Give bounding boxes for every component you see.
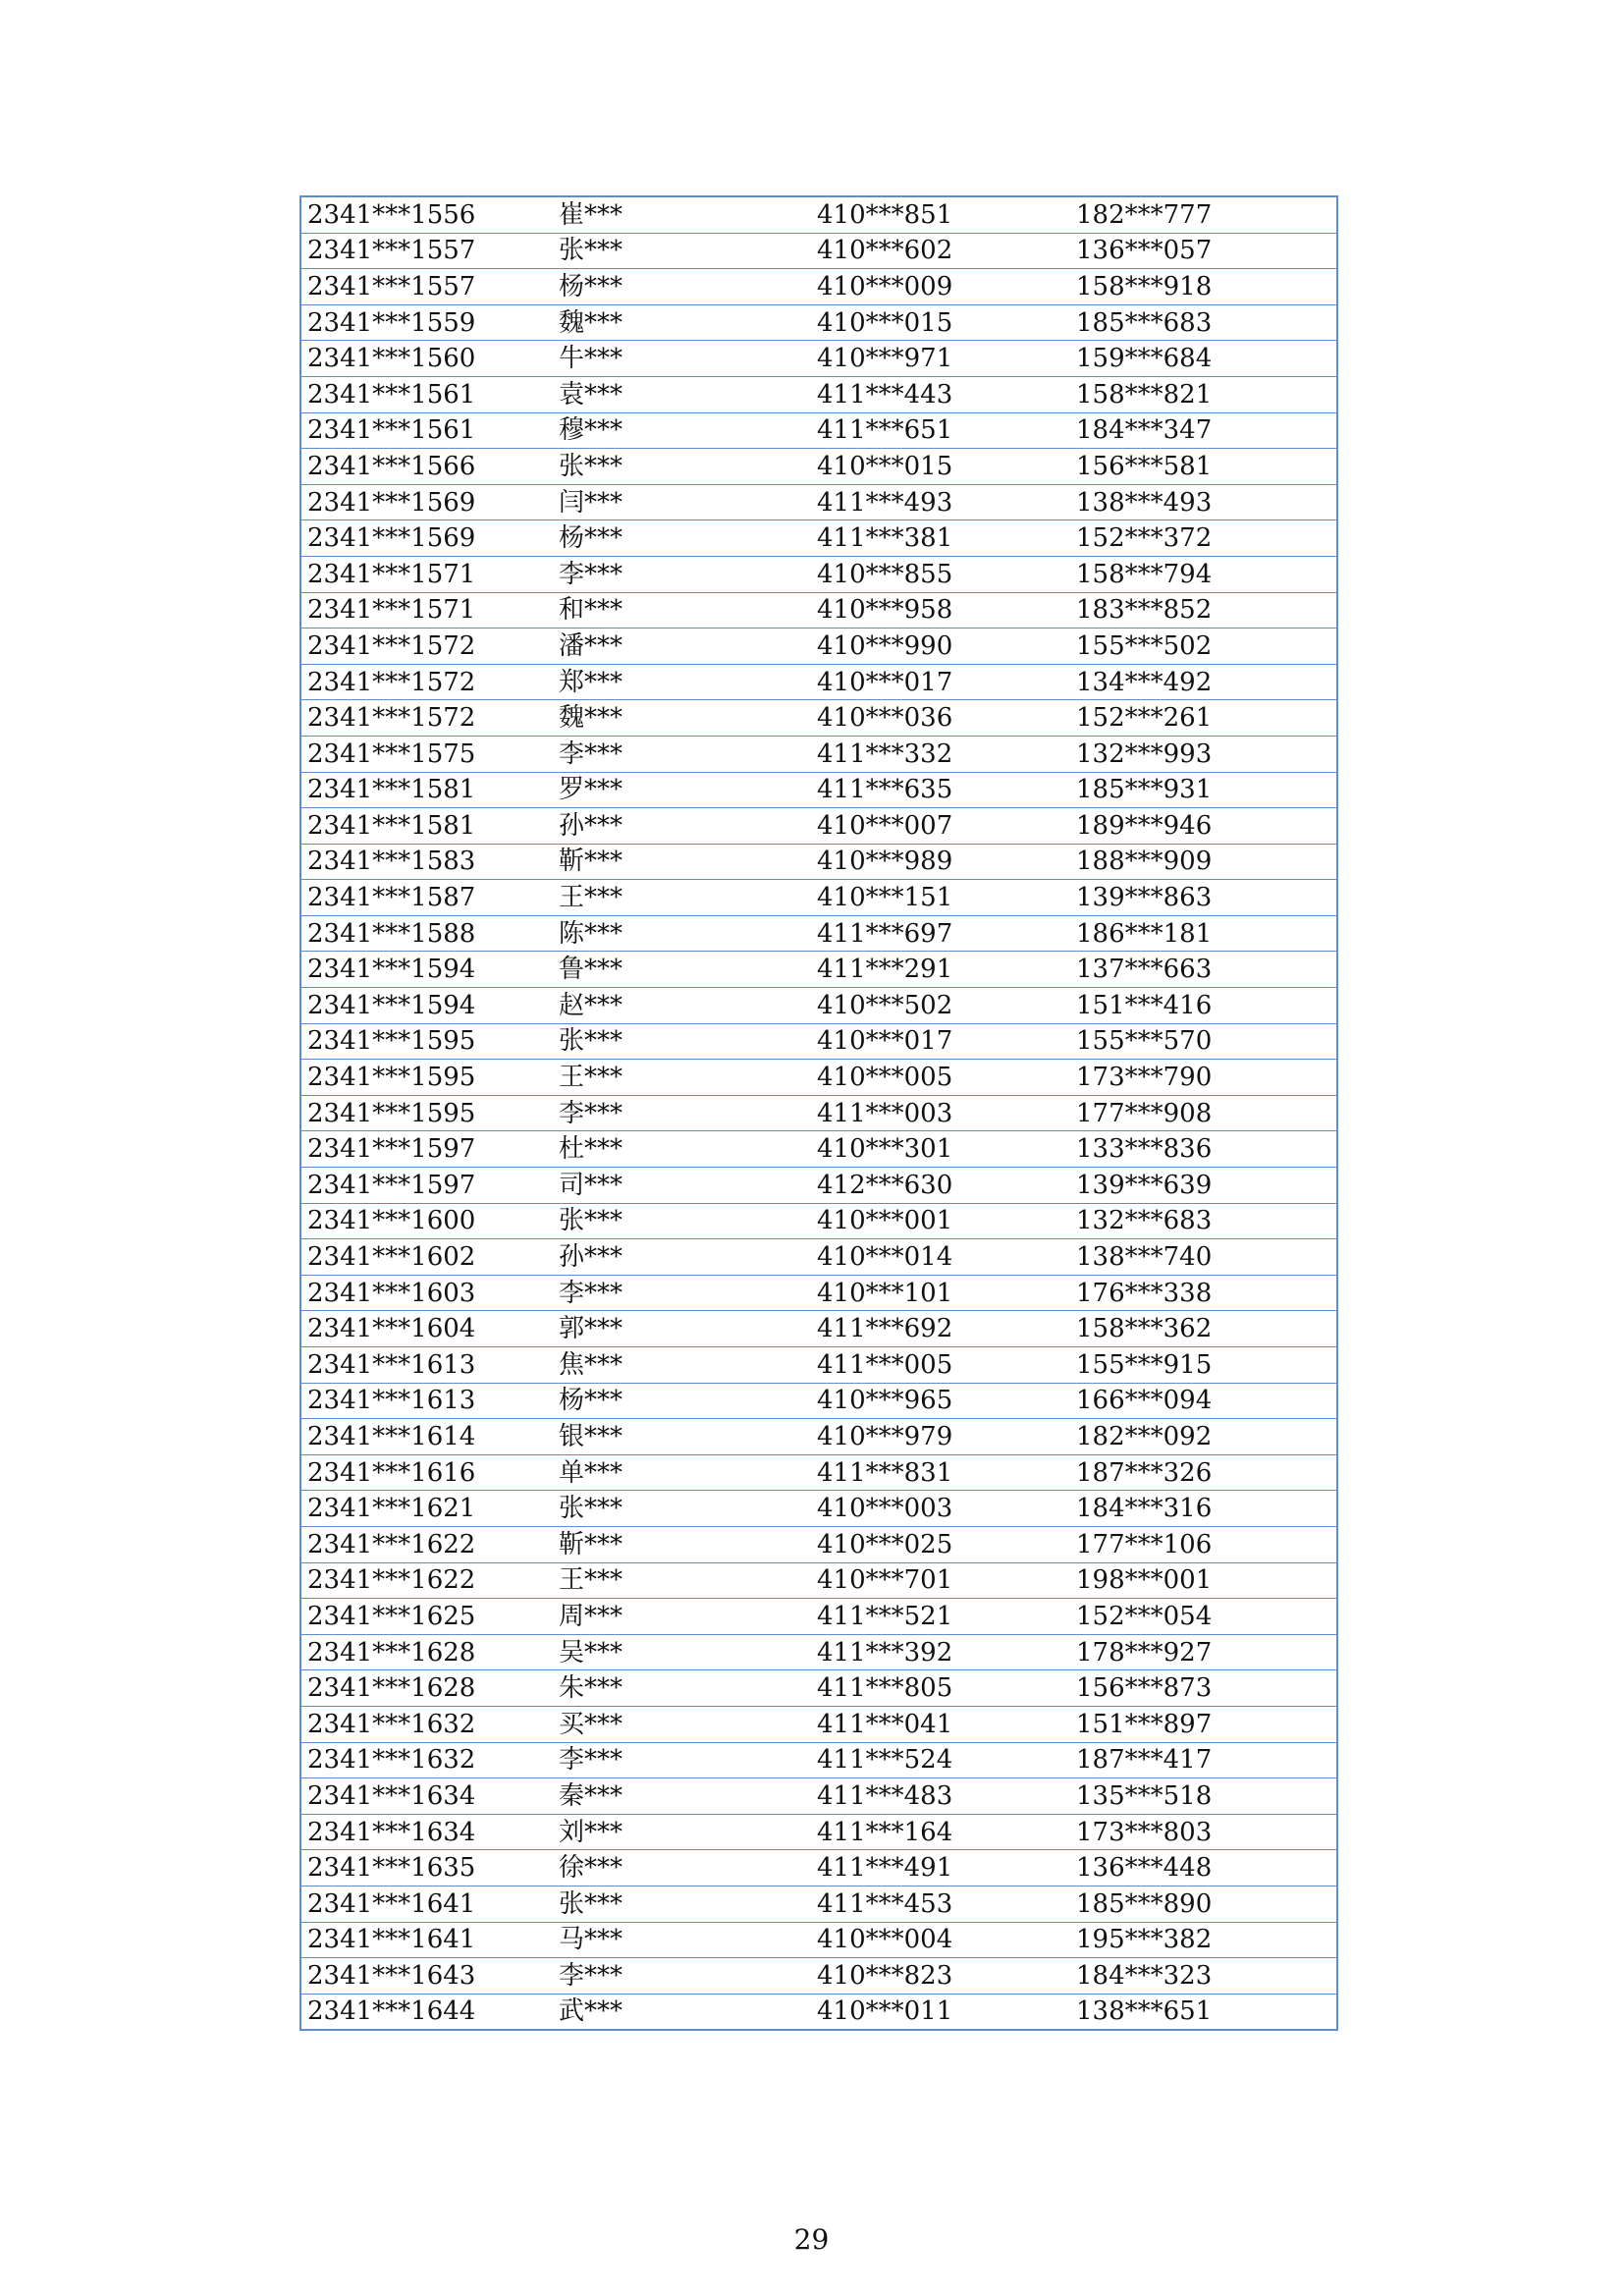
- phone-cell: 182***777: [1076, 196, 1337, 233]
- id-number-cell: 410***014: [817, 1239, 1076, 1276]
- id-number-cell: 410***958: [817, 592, 1076, 629]
- name-cell: 张***: [559, 1491, 817, 1527]
- table-row: [300, 629, 1337, 665]
- exam-number-cell: 2341***1621: [300, 1491, 559, 1527]
- name-cell: 张***: [559, 1203, 817, 1239]
- phone-cell: 151***897: [1076, 1706, 1337, 1742]
- exam-number-cell: 2341***1560: [300, 341, 559, 377]
- name-cell: 王***: [559, 1562, 817, 1599]
- exam-number-cell: 2341***1561: [300, 376, 559, 412]
- exam-number-cell: 2341***1613: [300, 1383, 559, 1419]
- id-number-cell: 411***697: [817, 915, 1076, 952]
- name-cell: 李***: [559, 556, 817, 592]
- id-number-cell: 410***965: [817, 1383, 1076, 1419]
- id-number-cell: 410***025: [817, 1526, 1076, 1562]
- id-number-cell: 410***989: [817, 844, 1076, 880]
- exam-number-cell: 2341***1583: [300, 844, 559, 880]
- table-row: [300, 1994, 1337, 2030]
- phone-cell: 184***323: [1076, 1958, 1337, 1995]
- id-number-cell: 411***831: [817, 1454, 1076, 1491]
- table-row: [300, 808, 1337, 845]
- table-row: [300, 1599, 1337, 1635]
- exam-number-cell: 2341***1594: [300, 988, 559, 1024]
- name-cell: 靳***: [559, 1526, 817, 1562]
- id-number-cell: 411***521: [817, 1599, 1076, 1635]
- id-number-cell: 410***004: [817, 1922, 1076, 1958]
- name-cell: 穆***: [559, 412, 817, 449]
- table-row: [300, 1742, 1337, 1778]
- table-row: [300, 269, 1337, 305]
- id-number-cell: 410***979: [817, 1419, 1076, 1455]
- id-number-cell: 411***041: [817, 1706, 1076, 1742]
- phone-cell: 139***863: [1076, 880, 1337, 916]
- phone-cell: 173***790: [1076, 1060, 1337, 1096]
- phone-cell: 183***852: [1076, 592, 1337, 629]
- table-row: [300, 1670, 1337, 1707]
- table-row: [300, 592, 1337, 629]
- id-number-cell: 410***101: [817, 1275, 1076, 1311]
- phone-cell: 155***502: [1076, 629, 1337, 665]
- exam-number-cell: 2341***1556: [300, 196, 559, 233]
- table-row: [300, 1491, 1337, 1527]
- phone-cell: 152***372: [1076, 520, 1337, 557]
- phone-cell: 182***092: [1076, 1419, 1337, 1455]
- name-cell: 杨***: [559, 520, 817, 557]
- name-cell: 杨***: [559, 1383, 817, 1419]
- name-cell: 赵***: [559, 988, 817, 1024]
- phone-cell: 177***106: [1076, 1526, 1337, 1562]
- exam-number-cell: 2341***1602: [300, 1239, 559, 1276]
- table-row: [300, 664, 1337, 700]
- table-row: [300, 1383, 1337, 1419]
- name-cell: 孙***: [559, 808, 817, 845]
- name-cell: 秦***: [559, 1778, 817, 1815]
- exam-number-cell: 2341***1628: [300, 1634, 559, 1670]
- exam-number-cell: 2341***1644: [300, 1994, 559, 2030]
- phone-cell: 134***492: [1076, 664, 1337, 700]
- exam-number-cell: 2341***1572: [300, 664, 559, 700]
- exam-number-cell: 2341***1628: [300, 1670, 559, 1707]
- table-row: [300, 304, 1337, 341]
- name-cell: 张***: [559, 1886, 817, 1922]
- phone-cell: 185***931: [1076, 772, 1337, 808]
- exam-number-cell: 2341***1603: [300, 1275, 559, 1311]
- exam-number-cell: 2341***1597: [300, 1131, 559, 1168]
- name-cell: 吴***: [559, 1634, 817, 1670]
- table-row: [300, 1168, 1337, 1204]
- records-table: [299, 195, 1338, 2031]
- phone-cell: 166***094: [1076, 1383, 1337, 1419]
- phone-cell: 189***946: [1076, 808, 1337, 845]
- phone-cell: 195***382: [1076, 1922, 1337, 1958]
- phone-cell: 177***908: [1076, 1095, 1337, 1131]
- exam-number-cell: 2341***1614: [300, 1419, 559, 1455]
- exam-number-cell: 2341***1557: [300, 269, 559, 305]
- exam-number-cell: 2341***1571: [300, 592, 559, 629]
- name-cell: 孙***: [559, 1239, 817, 1276]
- exam-number-cell: 2341***1559: [300, 304, 559, 341]
- name-cell: 朱***: [559, 1670, 817, 1707]
- phone-cell: 139***639: [1076, 1168, 1337, 1204]
- phone-cell: 137***663: [1076, 952, 1337, 988]
- phone-cell: 187***417: [1076, 1742, 1337, 1778]
- exam-number-cell: 2341***1581: [300, 808, 559, 845]
- id-number-cell: 410***036: [817, 700, 1076, 737]
- id-number-cell: 410***855: [817, 556, 1076, 592]
- exam-number-cell: 2341***1581: [300, 772, 559, 808]
- exam-number-cell: 2341***1566: [300, 449, 559, 485]
- id-number-cell: 410***990: [817, 629, 1076, 665]
- phone-cell: 158***362: [1076, 1311, 1337, 1347]
- table-row: [300, 196, 1337, 233]
- id-number-cell: 410***851: [817, 196, 1076, 233]
- table-row: [300, 915, 1337, 952]
- id-number-cell: 411***381: [817, 520, 1076, 557]
- exam-number-cell: 2341***1634: [300, 1778, 559, 1815]
- phone-cell: 184***316: [1076, 1491, 1337, 1527]
- table-row: [300, 1778, 1337, 1815]
- id-number-cell: 411***443: [817, 376, 1076, 412]
- table-row: [300, 1419, 1337, 1455]
- table-row: [300, 1814, 1337, 1850]
- table-row: [300, 844, 1337, 880]
- name-cell: 焦***: [559, 1347, 817, 1384]
- id-number-cell: 411***692: [817, 1311, 1076, 1347]
- name-cell: 陈***: [559, 915, 817, 952]
- phone-cell: 184***347: [1076, 412, 1337, 449]
- table-row: [300, 1562, 1337, 1599]
- name-cell: 牛***: [559, 341, 817, 377]
- phone-cell: 133***836: [1076, 1131, 1337, 1168]
- name-cell: 杜***: [559, 1131, 817, 1168]
- phone-cell: 138***651: [1076, 1994, 1337, 2030]
- exam-number-cell: 2341***1595: [300, 1095, 559, 1131]
- table-row: [300, 412, 1337, 449]
- id-number-cell: 411***003: [817, 1095, 1076, 1131]
- id-number-cell: 410***602: [817, 233, 1076, 269]
- exam-number-cell: 2341***1594: [300, 952, 559, 988]
- table-row: [300, 1311, 1337, 1347]
- name-cell: 张***: [559, 233, 817, 269]
- table-row: [300, 1095, 1337, 1131]
- exam-number-cell: 2341***1641: [300, 1922, 559, 1958]
- id-number-cell: 410***151: [817, 880, 1076, 916]
- table-row: [300, 1922, 1337, 1958]
- id-number-cell: 410***971: [817, 341, 1076, 377]
- id-number-cell: 410***823: [817, 1958, 1076, 1995]
- exam-number-cell: 2341***1571: [300, 556, 559, 592]
- exam-number-cell: 2341***1616: [300, 1454, 559, 1491]
- phone-cell: 158***918: [1076, 269, 1337, 305]
- table-row: [300, 484, 1337, 520]
- id-number-cell: 411***493: [817, 484, 1076, 520]
- name-cell: 靳***: [559, 844, 817, 880]
- phone-cell: 132***683: [1076, 1203, 1337, 1239]
- table-row: [300, 952, 1337, 988]
- table-row: [300, 1706, 1337, 1742]
- phone-cell: 187***326: [1076, 1454, 1337, 1491]
- phone-cell: 198***001: [1076, 1562, 1337, 1599]
- exam-number-cell: 2341***1625: [300, 1599, 559, 1635]
- id-number-cell: 410***017: [817, 664, 1076, 700]
- phone-cell: 152***054: [1076, 1599, 1337, 1635]
- name-cell: 李***: [559, 736, 817, 772]
- exam-number-cell: 2341***1622: [300, 1562, 559, 1599]
- id-number-cell: 411***332: [817, 736, 1076, 772]
- id-number-cell: 410***001: [817, 1203, 1076, 1239]
- table-row: [300, 1634, 1337, 1670]
- name-cell: 张***: [559, 1023, 817, 1060]
- name-cell: 罗***: [559, 772, 817, 808]
- table-row: [300, 1886, 1337, 1922]
- name-cell: 郭***: [559, 1311, 817, 1347]
- name-cell: 魏***: [559, 700, 817, 737]
- id-number-cell: 412***630: [817, 1168, 1076, 1204]
- name-cell: 魏***: [559, 304, 817, 341]
- exam-number-cell: 2341***1572: [300, 700, 559, 737]
- page-number: 29: [793, 2223, 830, 2256]
- name-cell: 王***: [559, 1060, 817, 1096]
- id-number-cell: 410***502: [817, 988, 1076, 1024]
- name-cell: 王***: [559, 880, 817, 916]
- name-cell: 鲁***: [559, 952, 817, 988]
- phone-cell: 185***683: [1076, 304, 1337, 341]
- id-number-cell: 410***701: [817, 1562, 1076, 1599]
- exam-number-cell: 2341***1632: [300, 1706, 559, 1742]
- name-cell: 马***: [559, 1922, 817, 1958]
- id-number-cell: 410***015: [817, 304, 1076, 341]
- table-row: [300, 520, 1337, 557]
- exam-number-cell: 2341***1635: [300, 1850, 559, 1886]
- phone-cell: 176***338: [1076, 1275, 1337, 1311]
- exam-number-cell: 2341***1600: [300, 1203, 559, 1239]
- phone-cell: 135***518: [1076, 1778, 1337, 1815]
- exam-number-cell: 2341***1595: [300, 1023, 559, 1060]
- table-row: [300, 1958, 1337, 1995]
- id-number-cell: 410***017: [817, 1023, 1076, 1060]
- name-cell: 司***: [559, 1168, 817, 1204]
- phone-cell: 159***684: [1076, 341, 1337, 377]
- id-number-cell: 411***805: [817, 1670, 1076, 1707]
- table-row: [300, 736, 1337, 772]
- id-number-cell: 411***392: [817, 1634, 1076, 1670]
- id-number-cell: 411***005: [817, 1347, 1076, 1384]
- name-cell: 李***: [559, 1958, 817, 1995]
- phone-cell: 173***803: [1076, 1814, 1337, 1850]
- phone-cell: 156***581: [1076, 449, 1337, 485]
- phone-cell: 136***057: [1076, 233, 1337, 269]
- table-row: [300, 1275, 1337, 1311]
- id-number-cell: 410***011: [817, 1994, 1076, 2030]
- table-row: [300, 1023, 1337, 1060]
- name-cell: 单***: [559, 1454, 817, 1491]
- name-cell: 和***: [559, 592, 817, 629]
- name-cell: 杨***: [559, 269, 817, 305]
- table-row: [300, 1526, 1337, 1562]
- exam-number-cell: 2341***1643: [300, 1958, 559, 1995]
- exam-number-cell: 2341***1569: [300, 520, 559, 557]
- table-row: [300, 772, 1337, 808]
- id-number-cell: 411***491: [817, 1850, 1076, 1886]
- name-cell: 崔***: [559, 196, 817, 233]
- table-row: [300, 376, 1337, 412]
- exam-number-cell: 2341***1613: [300, 1347, 559, 1384]
- id-number-cell: 411***524: [817, 1742, 1076, 1778]
- phone-cell: 156***873: [1076, 1670, 1337, 1707]
- exam-number-cell: 2341***1575: [300, 736, 559, 772]
- records-table-body: [300, 196, 1337, 2030]
- exam-number-cell: 2341***1622: [300, 1526, 559, 1562]
- id-number-cell: 411***453: [817, 1886, 1076, 1922]
- table-row: [300, 1850, 1337, 1886]
- phone-cell: 158***821: [1076, 376, 1337, 412]
- id-number-cell: 410***007: [817, 808, 1076, 845]
- table-row: [300, 1060, 1337, 1096]
- id-number-cell: 411***635: [817, 772, 1076, 808]
- exam-number-cell: 2341***1557: [300, 233, 559, 269]
- id-number-cell: 411***291: [817, 952, 1076, 988]
- table-row: [300, 1347, 1337, 1384]
- table-row: [300, 233, 1337, 269]
- table-row: [300, 988, 1337, 1024]
- phone-cell: 158***794: [1076, 556, 1337, 592]
- id-number-cell: 411***164: [817, 1814, 1076, 1850]
- table-row: [300, 341, 1337, 377]
- name-cell: 武***: [559, 1994, 817, 2030]
- table-row: [300, 880, 1337, 916]
- table-row: [300, 700, 1337, 737]
- exam-number-cell: 2341***1595: [300, 1060, 559, 1096]
- name-cell: 银***: [559, 1419, 817, 1455]
- phone-cell: 185***890: [1076, 1886, 1337, 1922]
- phone-cell: 136***448: [1076, 1850, 1337, 1886]
- id-number-cell: 411***483: [817, 1778, 1076, 1815]
- table-row: [300, 556, 1337, 592]
- phone-cell: 188***909: [1076, 844, 1337, 880]
- name-cell: 李***: [559, 1095, 817, 1131]
- id-number-cell: 411***651: [817, 412, 1076, 449]
- phone-cell: 155***915: [1076, 1347, 1337, 1384]
- name-cell: 李***: [559, 1742, 817, 1778]
- exam-number-cell: 2341***1587: [300, 880, 559, 916]
- exam-number-cell: 2341***1604: [300, 1311, 559, 1347]
- id-number-cell: 410***301: [817, 1131, 1076, 1168]
- exam-number-cell: 2341***1572: [300, 629, 559, 665]
- name-cell: 刘***: [559, 1814, 817, 1850]
- name-cell: 买***: [559, 1706, 817, 1742]
- name-cell: 闫***: [559, 484, 817, 520]
- phone-cell: 138***493: [1076, 484, 1337, 520]
- name-cell: 潘***: [559, 629, 817, 665]
- id-number-cell: 410***003: [817, 1491, 1076, 1527]
- phone-cell: 152***261: [1076, 700, 1337, 737]
- phone-cell: 186***181: [1076, 915, 1337, 952]
- table-row: [300, 1203, 1337, 1239]
- id-number-cell: 410***009: [817, 269, 1076, 305]
- phone-cell: 151***416: [1076, 988, 1337, 1024]
- name-cell: 张***: [559, 449, 817, 485]
- phone-cell: 155***570: [1076, 1023, 1337, 1060]
- name-cell: 李***: [559, 1275, 817, 1311]
- name-cell: 周***: [559, 1599, 817, 1635]
- table-row: [300, 1239, 1337, 1276]
- phone-cell: 138***740: [1076, 1239, 1337, 1276]
- exam-number-cell: 2341***1588: [300, 915, 559, 952]
- name-cell: 徐***: [559, 1850, 817, 1886]
- name-cell: 袁***: [559, 376, 817, 412]
- table-row: [300, 1454, 1337, 1491]
- phone-cell: 178***927: [1076, 1634, 1337, 1670]
- exam-number-cell: 2341***1569: [300, 484, 559, 520]
- phone-cell: 132***993: [1076, 736, 1337, 772]
- exam-number-cell: 2341***1632: [300, 1742, 559, 1778]
- name-cell: 郑***: [559, 664, 817, 700]
- exam-number-cell: 2341***1641: [300, 1886, 559, 1922]
- exam-number-cell: 2341***1561: [300, 412, 559, 449]
- id-number-cell: 410***005: [817, 1060, 1076, 1096]
- id-number-cell: 410***015: [817, 449, 1076, 485]
- exam-number-cell: 2341***1634: [300, 1814, 559, 1850]
- table-row: [300, 449, 1337, 485]
- exam-number-cell: 2341***1597: [300, 1168, 559, 1204]
- table-row: [300, 1131, 1337, 1168]
